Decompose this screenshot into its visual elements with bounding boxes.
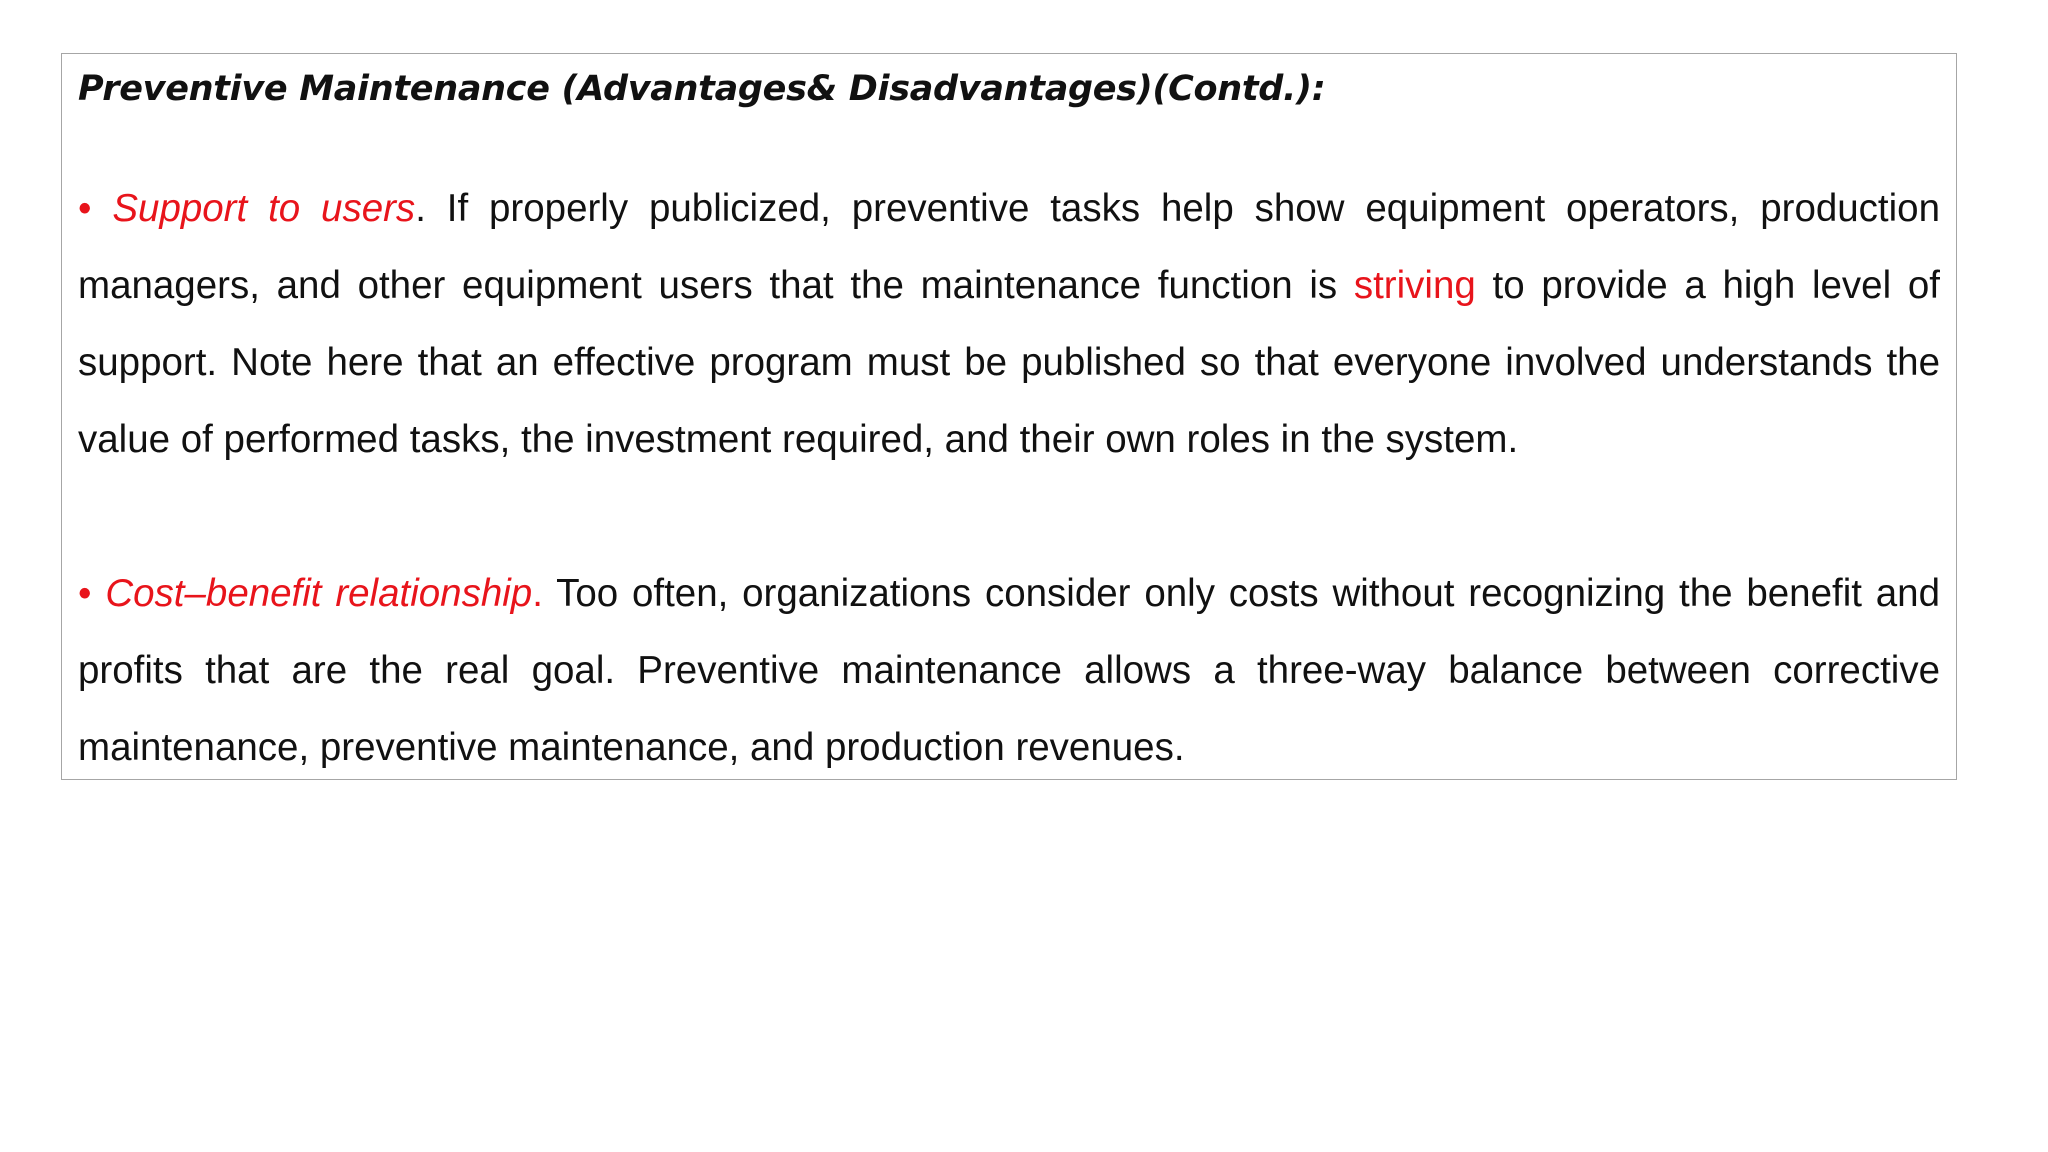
point-term: Cost–benefit relationship [105, 572, 533, 615]
bullet-icon: • [78, 572, 92, 615]
point-text: Too often, organizations consider only costs without recognizing the benefit and profits that are the real goal. Preventive maintenance allows a three-way balance between corrective maintenance, preventive maintenance, and production revenues. [78, 572, 1941, 769]
slide-heading: Preventive Maintenance (Advantages& Disadvantages)(Contd.): [78, 69, 1326, 109]
point-term-punct: . [415, 187, 426, 230]
content-box [61, 53, 1957, 780]
point-term-punct: . [532, 572, 543, 615]
point-term: Support to users [112, 187, 416, 230]
point-text: If properly publicized, preventive tasks help show equipment operators, production managers, and other equipment users that the maintenance function is [78, 187, 1940, 307]
point-cost-benefit [78, 555, 1940, 786]
point-support-to-users [78, 170, 1940, 478]
highlighted-word: striving [1353, 264, 1476, 307]
point-text-continued: to provide a high level of support. Note here that an effective program must be published so that everyone involved understands the value of performed tasks, the investment required, and their own roles in the system. [78, 264, 1940, 461]
bullet-icon: • [78, 187, 92, 230]
